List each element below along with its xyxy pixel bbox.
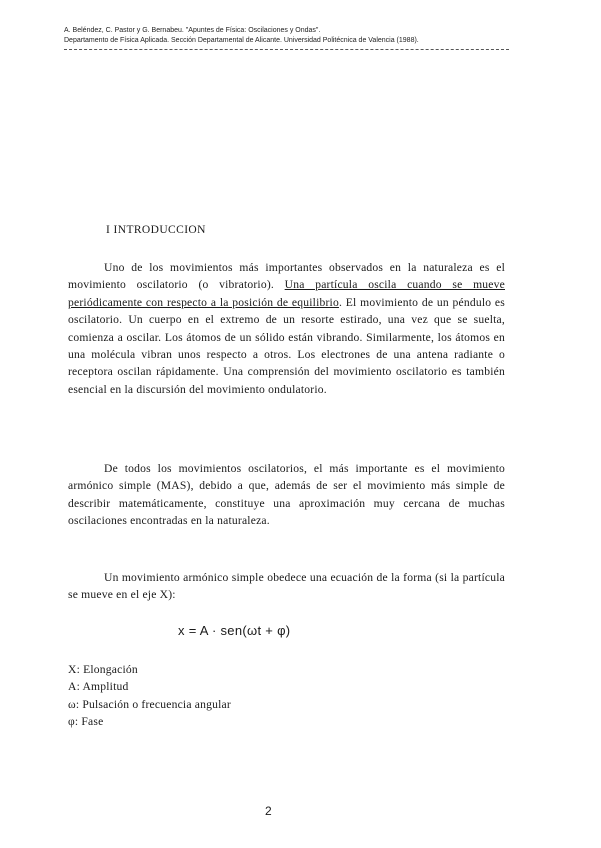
paragraph-intro-rest: . El movimiento de un péndulo es oscilatorio. Un cuerpo en el extremo de un resorte estirado, una vez que se suelta, comienza a oscilar. Los átomos de un sólido están vibrando. Similarmente, los átomos en una molécula vibran unos respecto a otros. Los electrones de una antena radiante o receptora oscilan rápidamente. Una comprensión del movimiento oscilatorio es también esencial en la discursión del movimiento ondulatorio. xyxy=(68,295,505,396)
paragraph-mas xyxy=(68,460,505,530)
definition-elongation: X: Elongación xyxy=(68,663,138,676)
header-rule xyxy=(64,49,509,50)
mas-equation: x = A · sen(ωt + φ) xyxy=(178,623,291,638)
definition-amplitude: A: Amplitud xyxy=(68,680,129,694)
paragraph-intro-start: Uno de los movimientos más importantes observados en la naturaleza es el movimiento oscilatorio (o vibratorio). xyxy=(68,261,505,292)
paragraph-mas-text: De todos los movimientos oscilatorios, el más importante es el movimiento armónico simple (MAS), debido a que, además de ser el movimiento más simple de describir matemáticamente, constituye una aproximación muy cercana de muchas oscilaciones encontradas en la naturaleza. xyxy=(68,462,505,528)
definition-angular-frequency: ω: Pulsación o frecuencia angular xyxy=(68,697,231,711)
section-title: I INTRODUCCION xyxy=(106,224,206,236)
oscillation-definition: Una partícula oscila cuando se mueve periódicamente con respecto a la posición de equilibrio xyxy=(68,278,505,309)
paragraph-intro xyxy=(68,259,505,398)
header-affiliation: Departamento de Física Aplicada. Sección Departamental de Alicante. Universidad Politécnica de Valencia (1988). xyxy=(64,36,419,44)
paragraph-equation-intro xyxy=(68,569,505,604)
header-citation: A. Beléndez, C. Pastor y G. Bernabeu. "Apuntes de Física: Oscilaciones y Ondas". xyxy=(64,27,321,34)
page-number: 2 xyxy=(265,804,272,818)
paragraph-equation-intro-text: Un movimiento armónico simple obedece una ecuación de la forma (si la partícula se mueve en el eje X): xyxy=(68,571,505,602)
document-header xyxy=(64,26,524,45)
definition-phase: φ: Fase xyxy=(68,715,104,729)
variable-definitions xyxy=(68,661,231,731)
